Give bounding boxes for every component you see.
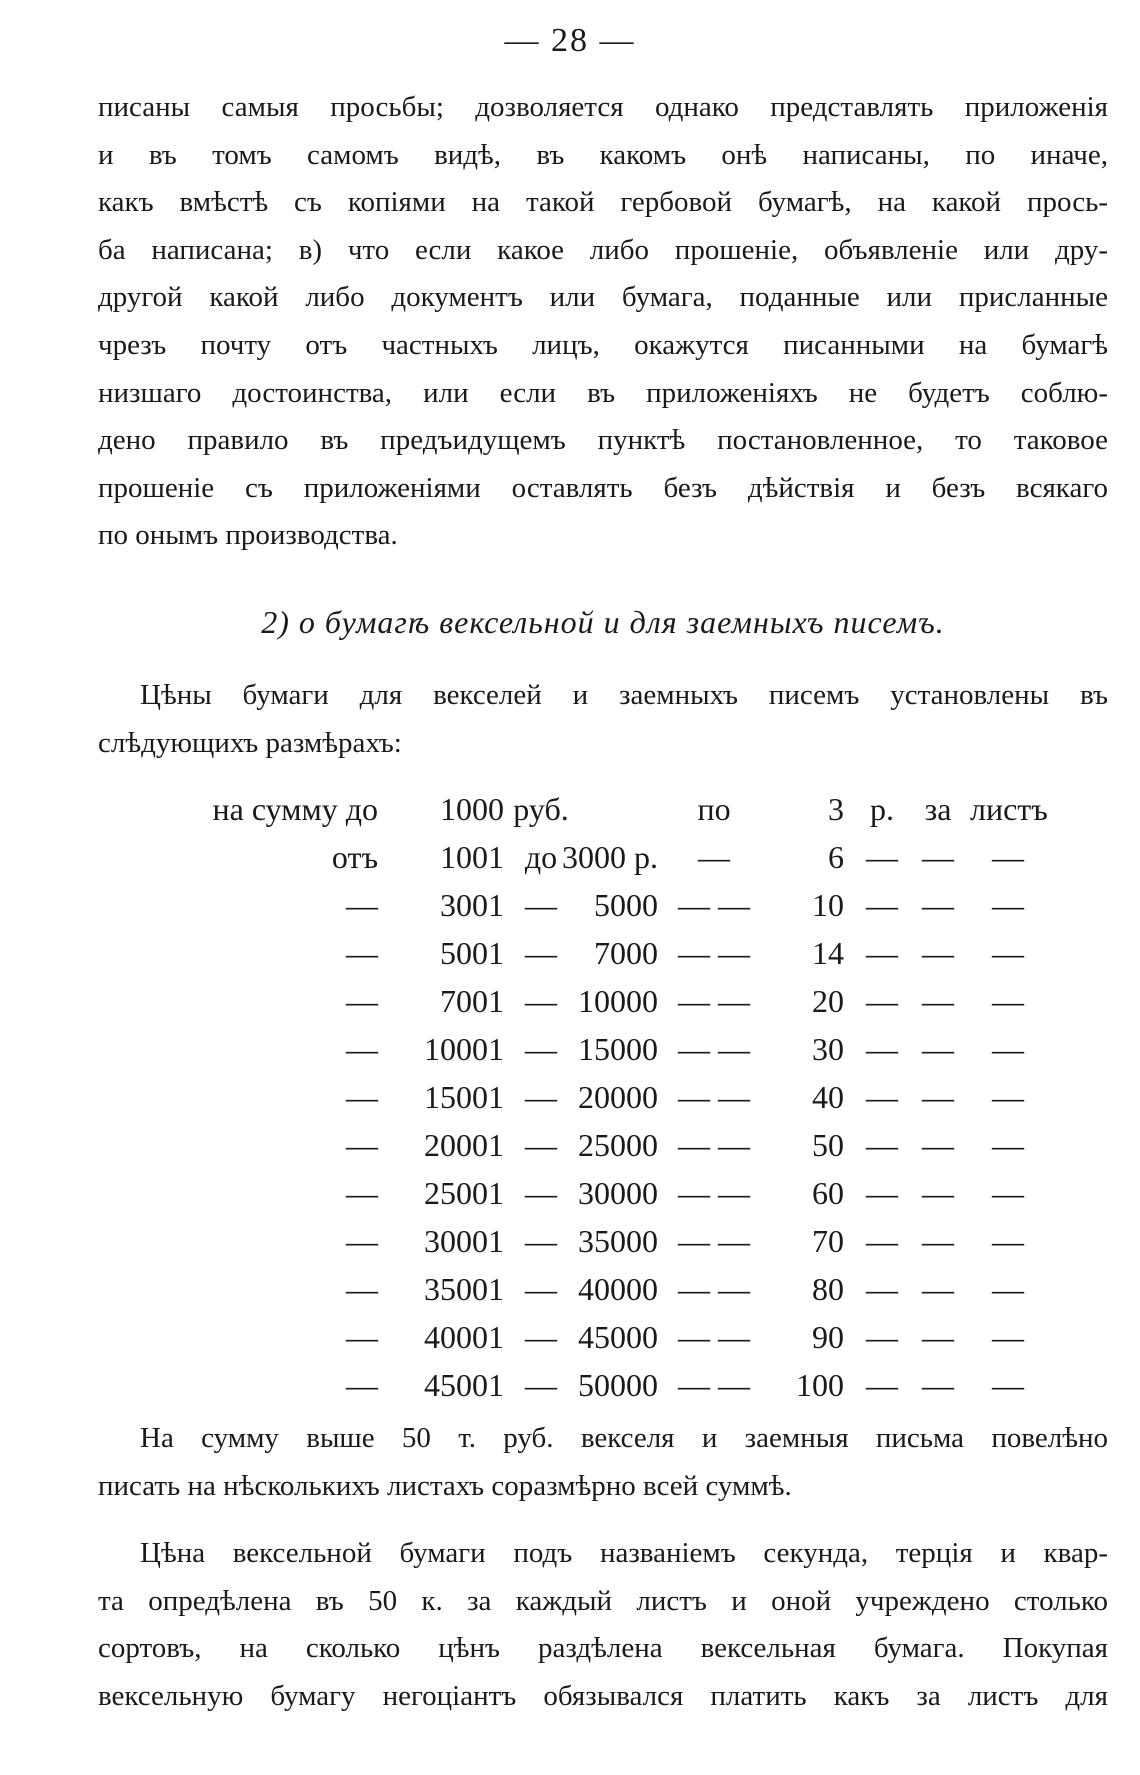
amount-from: 1000 bbox=[440, 791, 504, 827]
row-prefix: — bbox=[346, 1031, 378, 1067]
per-sheet-label: — bbox=[992, 1223, 1024, 1259]
za-label: — bbox=[922, 935, 954, 971]
price-table-row bbox=[0, 881, 1140, 929]
price-unit: — bbox=[866, 983, 898, 1019]
price-unit: — bbox=[866, 1223, 898, 1259]
row-prefix: отъ bbox=[331, 839, 378, 875]
za-label: за bbox=[924, 791, 952, 827]
za-label: — bbox=[922, 1271, 954, 1307]
po-label: — — bbox=[678, 1367, 750, 1403]
text-line: Цѣна вексельной бумаги подъ названіемъ секунда, терція и квар- bbox=[140, 1537, 1108, 1569]
per-sheet-label: — bbox=[992, 983, 1024, 1019]
po-label: по bbox=[697, 791, 731, 827]
range-separator: — bbox=[525, 887, 557, 923]
po-label: — bbox=[698, 839, 730, 875]
po-label: — — bbox=[678, 935, 750, 971]
amount-to: 45000 bbox=[578, 1319, 658, 1355]
text-line: На сумму выше 50 т. руб. векселя и заемныя письма повелѣно bbox=[140, 1422, 1108, 1454]
row-prefix: — bbox=[346, 1271, 378, 1307]
price-unit: — bbox=[866, 1175, 898, 1211]
price-unit: — bbox=[866, 839, 898, 875]
za-label: — bbox=[922, 1367, 954, 1403]
price-value: 20 bbox=[812, 983, 844, 1019]
amount-from: 5001 bbox=[440, 935, 504, 971]
paragraph-bill-paper-price bbox=[98, 1530, 1108, 1720]
amount-to: 30000 bbox=[578, 1175, 658, 1211]
per-sheet-label: — bbox=[992, 1127, 1024, 1163]
amount-from: 3001 bbox=[440, 887, 504, 923]
amount-from: 30001 bbox=[424, 1223, 504, 1259]
po-label: — — bbox=[678, 983, 750, 1019]
per-sheet-label: — bbox=[992, 935, 1024, 971]
price-value: 14 bbox=[812, 935, 844, 971]
price-value: 70 bbox=[812, 1223, 844, 1259]
za-label: — bbox=[922, 1127, 954, 1163]
price-unit: — bbox=[866, 1319, 898, 1355]
per-sheet-label: — bbox=[992, 1031, 1024, 1067]
text-line: сортовъ, на сколько цѣнъ раздѣлена вексельная бумага. Покупая bbox=[98, 1632, 1108, 1665]
price-table-row bbox=[0, 1265, 1140, 1313]
amount-to: 40000 bbox=[578, 1271, 658, 1307]
per-sheet-label: — bbox=[992, 1079, 1024, 1115]
range-separator: — bbox=[525, 1031, 557, 1067]
za-label: — bbox=[922, 887, 954, 923]
price-table-row bbox=[0, 1025, 1140, 1073]
price-unit: — bbox=[866, 1367, 898, 1403]
price-unit: — bbox=[866, 1127, 898, 1163]
row-prefix: — bbox=[346, 1127, 378, 1163]
price-value: 80 bbox=[812, 1271, 844, 1307]
row-prefix: — bbox=[346, 1079, 378, 1115]
amount-from: 25001 bbox=[424, 1175, 504, 1211]
range-separator: до bbox=[524, 839, 558, 875]
price-table-row bbox=[0, 929, 1140, 977]
range-separator: — bbox=[525, 1079, 557, 1115]
text-line: какъ вмѣстѣ съ копіями на такой гербовой бумагѣ, на какой прось- bbox=[98, 186, 1108, 219]
amount-from: 15001 bbox=[424, 1079, 504, 1115]
amount-from: 35001 bbox=[424, 1271, 504, 1307]
za-label: — bbox=[922, 1223, 954, 1259]
text-line: другой какой либо документъ или бумага, поданные или присланные bbox=[98, 281, 1108, 314]
range-separator: — bbox=[525, 1367, 557, 1403]
price-value: 6 bbox=[828, 839, 844, 875]
per-sheet-label: — bbox=[992, 839, 1024, 875]
paragraph-large-sums bbox=[98, 1415, 1108, 1510]
amount-to: 35000 bbox=[578, 1223, 658, 1259]
amount-to: 15000 bbox=[578, 1031, 658, 1067]
page-number: — 28 — bbox=[504, 22, 636, 59]
amount-to: 50000 bbox=[578, 1367, 658, 1403]
text-line: по онымъ производства. bbox=[98, 519, 398, 552]
row-prefix: — bbox=[346, 935, 378, 971]
range-separator: руб. bbox=[513, 791, 569, 827]
price-table-row bbox=[0, 1217, 1140, 1265]
row-prefix: — bbox=[346, 887, 378, 923]
po-label: — — bbox=[678, 1319, 750, 1355]
text-line: низшаго достоинства, или если въ приложеніяхъ не будетъ соблю- bbox=[98, 376, 1108, 409]
po-label: — — bbox=[678, 1223, 750, 1259]
price-unit: р. bbox=[870, 791, 894, 827]
po-label: — — bbox=[678, 1271, 750, 1307]
price-unit: — bbox=[866, 1079, 898, 1115]
row-prefix: — bbox=[346, 1367, 378, 1403]
po-label: — — bbox=[678, 1175, 750, 1211]
price-unit: — bbox=[866, 935, 898, 971]
price-value: 100 bbox=[796, 1367, 844, 1403]
per-sheet-label: — bbox=[992, 887, 1024, 923]
price-value: 60 bbox=[812, 1175, 844, 1211]
per-sheet-label: — bbox=[992, 1367, 1024, 1403]
amount-to: 10000 bbox=[578, 983, 658, 1019]
paragraph-submission-rules bbox=[98, 84, 1108, 560]
za-label: — bbox=[922, 839, 954, 875]
range-separator: — bbox=[525, 983, 557, 1019]
price-unit: — bbox=[866, 1031, 898, 1067]
price-table-row bbox=[0, 1313, 1140, 1361]
price-table-row bbox=[0, 1121, 1140, 1169]
amount-from: 1001 bbox=[440, 839, 504, 875]
price-unit: — bbox=[866, 1271, 898, 1307]
amount-to: 20000 bbox=[578, 1079, 658, 1115]
row-prefix: на сумму до bbox=[212, 791, 378, 827]
amount-from: 40001 bbox=[424, 1319, 504, 1355]
range-separator: — bbox=[525, 1319, 557, 1355]
po-label: — — bbox=[678, 1079, 750, 1115]
text-line: чрезъ почту отъ частныхъ лицъ, окажутся писанными на бумагѣ bbox=[98, 328, 1108, 361]
text-line: ба написана; в) что если какое либо прошеніе, объявленіе или дру- bbox=[98, 233, 1108, 266]
paragraph-prices-intro bbox=[98, 672, 1108, 767]
text-line: Цѣны бумаги для векселей и заемныхъ писемъ установлены въ bbox=[140, 679, 1108, 711]
range-separator: — bbox=[525, 1271, 557, 1307]
text-line: слѣдующихъ размѣрахъ: bbox=[98, 726, 402, 759]
price-value: 40 bbox=[812, 1079, 844, 1115]
po-label: — — bbox=[678, 1031, 750, 1067]
price-value: 3 bbox=[828, 791, 844, 827]
range-separator: — bbox=[525, 1223, 557, 1259]
range-separator: — bbox=[525, 1127, 557, 1163]
za-label: — bbox=[922, 1319, 954, 1355]
text-line: прошеніе съ приложеніями оставлять безъ дѣйствія и безъ всякаго bbox=[98, 471, 1108, 504]
amount-from: 20001 bbox=[424, 1127, 504, 1163]
za-label: — bbox=[922, 1079, 954, 1115]
range-separator: — bbox=[525, 1175, 557, 1211]
po-label: — — bbox=[678, 887, 750, 923]
price-value: 50 bbox=[812, 1127, 844, 1163]
text-line: дено правило въ предъидущемъ пунктѣ постановленное, то таковое bbox=[98, 424, 1108, 457]
price-table-row bbox=[0, 833, 1140, 881]
row-prefix: — bbox=[346, 1223, 378, 1259]
amount-to: 7000 bbox=[594, 935, 658, 971]
amount-to: 3000 р. bbox=[562, 839, 658, 875]
section-heading: 2) о бумагѣ вексельной и для заемныхъ писемъ. bbox=[261, 604, 945, 640]
text-line: писаны самыя просьбы; дозволяется однако представлять приложенія bbox=[98, 91, 1108, 123]
range-separator: — bbox=[525, 935, 557, 971]
price-table-row bbox=[0, 977, 1140, 1025]
per-sheet-label: — bbox=[992, 1319, 1024, 1355]
row-prefix: — bbox=[346, 1175, 378, 1211]
price-value: 90 bbox=[812, 1319, 844, 1355]
amount-from: 10001 bbox=[424, 1031, 504, 1067]
za-label: — bbox=[922, 1031, 954, 1067]
price-value: 10 bbox=[812, 887, 844, 923]
text-line: та опредѣлена въ 50 к. за каждый листъ и оной учреждено столько bbox=[98, 1584, 1108, 1617]
price-table-row bbox=[0, 1169, 1140, 1217]
row-prefix: — bbox=[346, 983, 378, 1019]
per-sheet-label: листъ bbox=[970, 791, 1048, 827]
amount-to: 5000 bbox=[594, 887, 658, 923]
amount-from: 45001 bbox=[424, 1367, 504, 1403]
price-table-row bbox=[0, 785, 1140, 833]
text-line: и въ томъ самомъ видѣ, въ какомъ онѣ написаны, по иначе, bbox=[98, 138, 1108, 171]
za-label: — bbox=[922, 983, 954, 1019]
row-prefix: — bbox=[346, 1319, 378, 1355]
price-table-row bbox=[0, 1361, 1140, 1409]
per-sheet-label: — bbox=[992, 1175, 1024, 1211]
per-sheet-label: — bbox=[992, 1271, 1024, 1307]
za-label: — bbox=[922, 1175, 954, 1211]
po-label: — — bbox=[678, 1127, 750, 1163]
price-value: 30 bbox=[812, 1031, 844, 1067]
price-unit: — bbox=[866, 887, 898, 923]
price-table-row bbox=[0, 1073, 1140, 1121]
text-line: вексельную бумагу негоціантъ обязывался платить какъ за листъ для bbox=[98, 1679, 1108, 1712]
amount-to: 25000 bbox=[578, 1127, 658, 1163]
amount-from: 7001 bbox=[440, 983, 504, 1019]
text-line: писать на нѣсколькихъ листахъ соразмѣрно всей суммѣ. bbox=[98, 1469, 792, 1502]
